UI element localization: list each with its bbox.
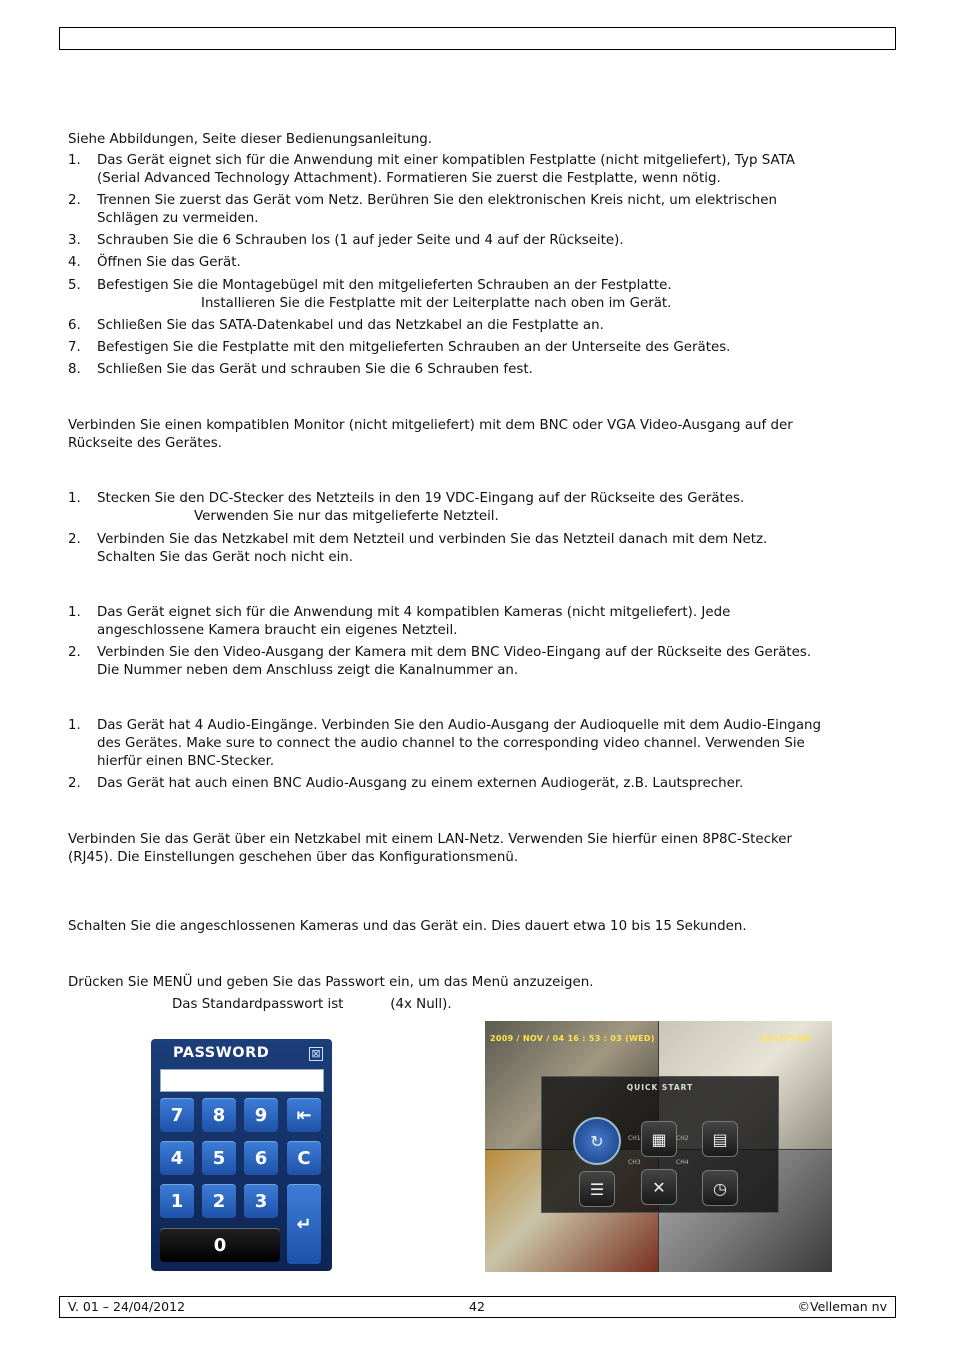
list-item-text xyxy=(97,339,887,357)
list-item-line: Befestigen Sie die Festplatte mit den mitgelieferten Schrauben an der Unterseite des Gerätes. xyxy=(97,340,731,355)
startup-text: Schalten Sie die angeschlossenen Kameras und das Gerät ein. Dies dauert etwa 10 bis 15 Sekunden. xyxy=(68,919,747,934)
key-5[interactable]: 5 xyxy=(202,1141,236,1175)
list-item-text xyxy=(97,152,887,188)
menu-text: Drücken Sie MENÜ und geben Sie das Passwort ein, um das Menü anzuzeigen. xyxy=(68,975,594,990)
list-item-line: angeschlossene Kamera braucht ein eigenes Netzteil. xyxy=(97,623,458,638)
password-field[interactable] xyxy=(160,1069,324,1092)
list-item-line: Das Gerät hat 4 Audio-Eingänge. Verbinden Sie den Audio-Ausgang der Audioquelle mit dem Audio-Eingang xyxy=(97,718,822,733)
list-icon[interactable]: ☰ xyxy=(579,1171,615,1207)
list-item-line: Trennen Sie zuerst das Gerät vom Netz. Berühren Sie den elektronischen Kreis nicht, um elektrischen xyxy=(97,193,777,208)
list-item-line: Verwenden Sie nur das mitgelieferte Netzteil. xyxy=(194,509,499,524)
list-item-line: Schrauben Sie die 6 Schrauben los (1 auf jeder Seite und 4 auf der Rückseite). xyxy=(97,233,624,248)
list-item-text xyxy=(97,277,887,313)
key-4[interactable]: 4 xyxy=(160,1141,194,1175)
list-item-line: Schließen Sie das Gerät und schrauben Sie die 6 Schrauben fest. xyxy=(97,362,533,377)
list-item-line: des Gerätes. Make sure to connect the audio channel to the corresponding video channel. Verwenden Sie xyxy=(97,736,805,751)
list-item-line: Installieren Sie die Festplatte mit der Leiterplatte nach oben im Gerät. xyxy=(201,296,672,311)
dvr-screen xyxy=(485,1021,832,1272)
list-item-number: 1. xyxy=(68,605,81,620)
key-3[interactable]: 3 xyxy=(244,1184,278,1218)
list-item-line: Befestigen Sie die Montagebügel mit den mitgelieferten Schrauben an der Festplatte. xyxy=(97,278,672,293)
channel-label: CH3 xyxy=(628,1159,641,1166)
enter-icon[interactable]: ↵ xyxy=(287,1184,321,1264)
list-item-number: 2. xyxy=(68,776,81,791)
list-item-line: Stecken Sie den DC-Stecker des Netzteils in den 19 VDC-Eingang auf der Rückseite des Gerätes. xyxy=(97,491,745,506)
key-1[interactable]: 1 xyxy=(160,1184,194,1218)
tools-icon[interactable]: ✕ xyxy=(641,1169,677,1205)
list-item-number: 2. xyxy=(68,645,81,660)
list-item-number: 2. xyxy=(68,193,81,208)
backspace-icon[interactable]: ⇤ xyxy=(287,1098,321,1132)
list-item-line: Schließen Sie das SATA-Datenkabel und das Netzkabel an die Festplatte an. xyxy=(97,318,604,333)
list-item-number: 5. xyxy=(68,278,81,293)
list-item-line: Schalten Sie das Gerät noch nicht ein. xyxy=(97,550,354,565)
list-item-text xyxy=(97,317,887,335)
list-item-line: Das Gerät hat auch einen BNC Audio-Ausgang zu einem externen Audiogerät, z.B. Lautsprecher. xyxy=(97,776,744,791)
footer xyxy=(59,1296,896,1318)
list-item-number: 1. xyxy=(68,491,81,506)
list-item-number: 2. xyxy=(68,532,81,547)
quick-start-icon[interactable]: ↻ xyxy=(573,1117,621,1165)
list-item-line: Das Gerät eignet sich für die Anwendung mit 4 kompatiblen Kameras (nicht mitgeliefert). Jede xyxy=(97,605,731,620)
screen-icon[interactable]: ▤ xyxy=(702,1121,738,1157)
close-icon[interactable]: ⊠ xyxy=(309,1047,323,1061)
channel-label: CH2 xyxy=(676,1135,689,1142)
list-item-line: hierfür einen BNC-Stecker. xyxy=(97,754,275,769)
intro-text: Siehe Abbildungen, Seite dieser Bedienungsanleitung. xyxy=(68,132,433,147)
key-7[interactable]: 7 xyxy=(160,1098,194,1132)
list-item-text xyxy=(97,232,887,250)
list-item-line: Öffnen Sie das Gerät. xyxy=(97,255,241,270)
list-item-number: 3. xyxy=(68,233,81,248)
monitor-text: Verbinden Sie einen kompatiblen Monitor (nicht mitgeliefert) mit dem BNC oder VGA Video-Ausgang auf der Rückseite des Gerätes. xyxy=(68,418,793,451)
osd-hdd-capacity: 116.275 GB xyxy=(758,1034,810,1043)
list-item-text xyxy=(97,254,887,272)
key-6[interactable]: 6 xyxy=(244,1141,278,1175)
clock-icon[interactable]: ◷ xyxy=(702,1170,738,1206)
list-item-text xyxy=(97,644,887,680)
quick-start-menu xyxy=(541,1076,779,1213)
footer-version: V. 01 – 24/04/2012 xyxy=(68,1299,186,1314)
list-item-text xyxy=(97,192,887,228)
header-frame xyxy=(59,27,896,50)
list-item-text xyxy=(97,361,887,379)
calendar-icon[interactable]: ▦ xyxy=(641,1121,677,1157)
network-text: Verbinden Sie das Gerät über ein Netzkabel mit einem LAN-Netz. Verwenden Sie hierfür einen 8P8C-Stecker (RJ45). Die Einstellungen geschehen über das Konfigurationsmenü. xyxy=(68,832,793,865)
key-0[interactable]: 0 xyxy=(160,1228,280,1262)
list-item-line: Verbinden Sie das Netzkabel mit dem Netzteil und verbinden Sie das Netzteil danach mit dem Netz. xyxy=(97,532,768,547)
key-2[interactable]: 2 xyxy=(202,1184,236,1218)
channel-label: CH1 xyxy=(628,1135,641,1142)
list-item-number: 6. xyxy=(68,318,81,333)
key-clear[interactable]: C xyxy=(287,1141,321,1175)
footer-copyright: ©Velleman nv xyxy=(797,1299,887,1314)
list-item-text xyxy=(97,717,887,771)
password-note: Das Standardpasswort ist (4x Null). xyxy=(172,997,452,1012)
list-item-text xyxy=(97,490,887,526)
list-item-number: 1. xyxy=(68,718,81,733)
list-item-number: 7. xyxy=(68,340,81,355)
list-item-text xyxy=(97,775,887,793)
quick-start-title: QUICK START xyxy=(626,1083,694,1092)
list-item-text xyxy=(97,531,887,567)
password-keypad xyxy=(151,1039,332,1271)
list-item-line: Die Nummer neben dem Anschluss zeigt die Kanalnummer an. xyxy=(97,663,519,678)
list-item-line: Schlägen zu vermeiden. xyxy=(97,211,259,226)
list-item-text xyxy=(97,604,887,640)
footer-page-number: 42 xyxy=(469,1299,485,1314)
list-item-number: 1. xyxy=(68,153,81,168)
channel-label: CH4 xyxy=(676,1159,689,1166)
list-item-number: 8. xyxy=(68,362,81,377)
list-item-line: Das Gerät eignet sich für die Anwendung mit einer kompatiblen Festplatte (nicht mitgeliefert), Typ SATA xyxy=(97,153,795,168)
keypad-title: PASSWORD xyxy=(173,1045,270,1061)
list-item-line: (Serial Advanced Technology Attachment). Formatieren Sie zuerst die Festplatte, wenn nötig. xyxy=(97,171,721,186)
key-9[interactable]: 9 xyxy=(244,1098,278,1132)
osd-datetime: 2009 / NOV / 04 16 : 53 : 03 (WED) xyxy=(490,1034,655,1043)
key-8[interactable]: 8 xyxy=(202,1098,236,1132)
list-item-number: 4. xyxy=(68,255,81,270)
list-item-line: Verbinden Sie den Video-Ausgang der Kamera mit dem BNC Video-Eingang auf der Rückseite des Gerätes. xyxy=(97,645,812,660)
